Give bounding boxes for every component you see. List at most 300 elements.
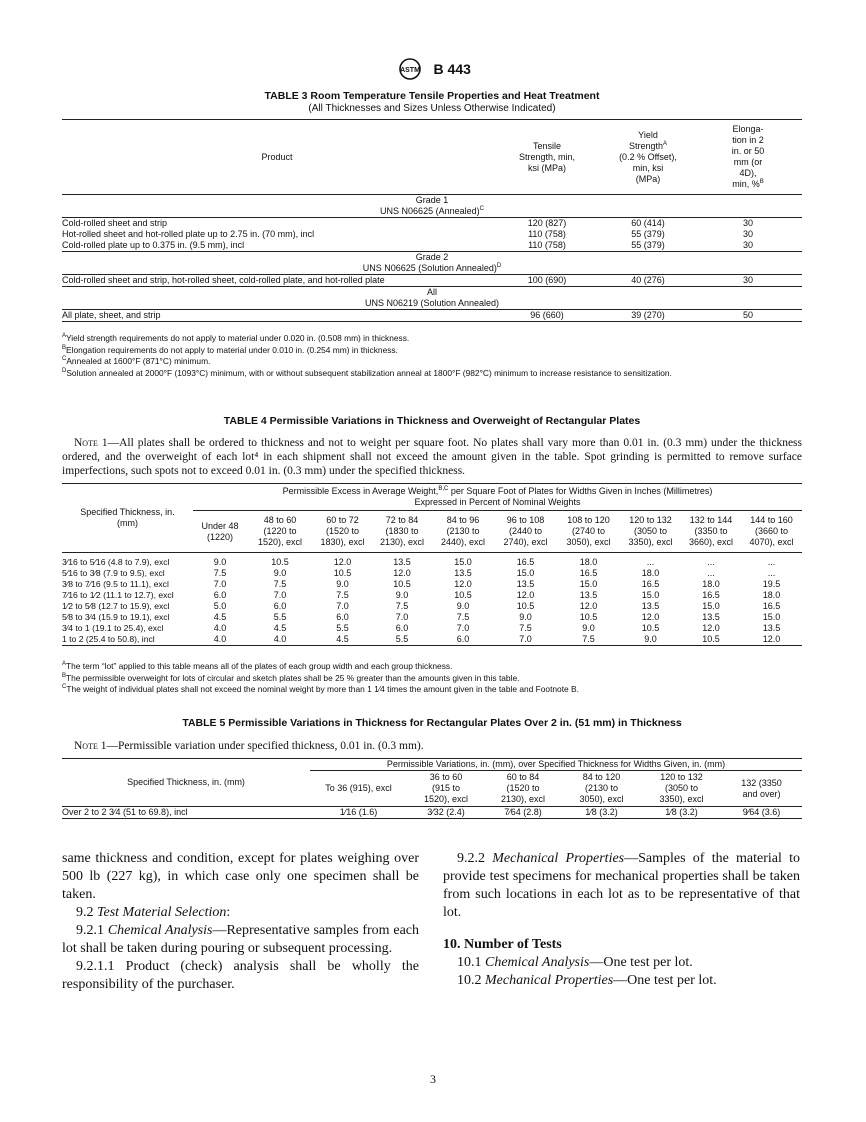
table5-caption: TABLE 5 Permissible Variations in Thickness for Rectangular Plates Over 2 in. (51 mm) in Thickness (182, 717, 682, 729)
table4 (62, 483, 802, 646)
t5-width-header-line: (915 to (431, 783, 461, 793)
t4-footnote-text: The weight of individual plates shall not exceed the nominal weight by more than 1 1⁄4 times the amount given in the table and Footnote B. (66, 684, 579, 694)
section-10-heading: 10. Number of Tests (443, 937, 562, 952)
t3-data-row (62, 240, 802, 252)
t3-product: All plate, sheet, and strip (62, 310, 161, 320)
right-para-1-text: —Samples of the material to provide test specimens for mechanical properties shall be taken from such locations in each lot as to be representative of that lot. (443, 851, 801, 920)
t5-value: 7⁄64 (2.8) (504, 807, 542, 817)
t3-tensile-value: 120 (827) (527, 218, 567, 228)
t3-footnote-sup: B (62, 344, 67, 351)
left-para-4: 9.2.1.1 Product (check) analysis shall be wholly the responsibility of the purchaser. (62, 959, 419, 992)
t5-width-header-line: and over) (742, 788, 781, 799)
right-para-3-title: Mechanical Properties (485, 973, 614, 988)
t5-width-header (485, 771, 561, 807)
t3-uns-row (62, 298, 802, 310)
t4-width-header-line: (1220) (206, 531, 233, 542)
t4-value: 4.0 (213, 622, 227, 633)
t4-width-header (494, 511, 557, 553)
t4-data-row (62, 553, 802, 568)
t4-width-header-line: (2440 to (508, 526, 543, 536)
t4-value: 18.0 (702, 578, 720, 589)
t4-span-header-2: per Square Foot of Plates for Widths Given in Inches (Millimetres) (448, 486, 713, 496)
t4-width-header (681, 511, 741, 553)
t3-uns-text: UNS N06625 (Annealed) (380, 206, 480, 216)
t4-width-header-line: Under 48 (201, 520, 239, 531)
t4-value: 7.5 (336, 589, 349, 600)
left-para-2 (62, 904, 419, 922)
t4-value: 6.0 (336, 611, 349, 622)
t3-grade-label: Grade 2 (415, 252, 449, 262)
t3-tensile-value: 110 (758) (528, 229, 566, 239)
t3-uns-sup: D (496, 263, 502, 269)
t4-value: 7.5 (519, 622, 532, 633)
t4-width-header-line: (2130 to (446, 526, 480, 536)
t4-value: 15.0 (702, 600, 720, 611)
t3-yield-line: (MPa) (635, 173, 661, 184)
t5-value: 1⁄16 (1.6) (339, 807, 378, 817)
t4-footnote (62, 673, 802, 685)
t4-span-header-3: Expressed in Percent of Nominal Weights (414, 497, 581, 507)
t3-tensile-line: ksi (MPa) (528, 162, 566, 173)
t4-width-header-line: 1830), excl (320, 537, 365, 547)
t4-data-row (62, 601, 802, 612)
t4-span-header-sup: B,C (438, 486, 449, 492)
t4-value: 10.5 (579, 611, 598, 622)
t3-product: Cold-rolled sheet and strip (62, 218, 168, 228)
t4-value: 9.0 (273, 567, 287, 578)
t4-value: 7.5 (456, 611, 470, 622)
t3-footnote-text: Solution annealed at 2000°F (1093°C) minimum, with or without subsequent stabilization anneal at 1800°F (982°C) minimum to increase resistance to sensitization. (66, 367, 672, 378)
t4-value: 16.5 (762, 600, 781, 611)
t4-width-header-line: (1830 to (385, 526, 419, 536)
t4-value: 7.5 (213, 567, 227, 578)
t3-tensile-value: 96 (660) (530, 310, 564, 320)
t3-uns-text: UNS N06219 (Solution Annealed) (364, 298, 500, 308)
t4-width-header-line: 72 to 84 (385, 515, 419, 525)
t5-width-header-line: To 36 (915), excl (325, 783, 392, 793)
t3-elong-value: 30 (742, 240, 753, 250)
left-para-3-text: —Representative samples from each lot shall be taken during pouring or subsequent processing. (62, 923, 420, 956)
t4-value: 10.5 (271, 556, 289, 567)
t5-width-header-line: 60 to 84 (506, 772, 540, 782)
t4-thickness: 7⁄16 to 1⁄2 (11.1 to 12.7), excl (62, 589, 174, 600)
left-para-2-num: 9.2 (76, 905, 97, 920)
table5-note-label: Note 1 (74, 740, 107, 752)
t3-header-elongation (694, 120, 802, 195)
t3-grade-row (62, 252, 802, 264)
t4-value: 15.0 (516, 567, 535, 578)
t4-value: 16.5 (641, 578, 660, 589)
t4-data-row (62, 612, 802, 623)
t3-tensile-value: 100 (690) (527, 275, 567, 285)
t3-yield-value: 40 (276) (631, 275, 665, 285)
t3-footnote-sup: A (62, 333, 67, 340)
t5-width-header-line: 2130), excl (500, 794, 546, 804)
t4-value: 6.0 (213, 589, 227, 600)
astm-logo-icon (395, 58, 425, 80)
t4-value: 7.5 (395, 600, 409, 611)
t4-width-header (741, 511, 802, 553)
t4-span-header (193, 484, 802, 511)
t4-thickness: 3⁄4 to 1 (19.1 to 25.4), excl (62, 622, 164, 633)
t4-width-header-line: (2740 to (571, 526, 606, 536)
t5-data-row (62, 807, 802, 819)
t5-width-header-line: 120 to 132 (660, 772, 703, 782)
t4-thickness: 1⁄2 to 5⁄8 (12.7 to 15.9), excl (62, 600, 170, 611)
t4-width-header-line: 1520), excl (257, 537, 303, 547)
t4-thickness: 1 to 2 (25.4 to 50.8), incl (62, 633, 155, 644)
t4-width-header (313, 511, 372, 553)
t4-value: ... (707, 567, 715, 578)
table4-note-label: Note 1 (74, 437, 108, 449)
t3-data-row (62, 218, 802, 230)
t4-value: 4.0 (213, 633, 227, 644)
t4-width-header (620, 511, 681, 553)
t4-data-row (62, 568, 802, 579)
t4-thickness: 3⁄16 to 5⁄16 (4.8 to 7.9), excl (62, 556, 170, 567)
t4-value: 7.0 (519, 633, 532, 644)
t3-uns-label (62, 263, 802, 275)
t4-width-header-line: (1520 to (325, 526, 360, 536)
t4-value: 10.5 (454, 589, 472, 600)
t3-yield-sup: A (663, 140, 668, 147)
t4-span-header-1: Permissible Excess in Average Weight, (282, 486, 439, 496)
t4-value: 9.0 (644, 633, 657, 644)
t4-value: 15.0 (454, 556, 472, 567)
t4-value: 13.5 (641, 600, 660, 611)
t4-value: 18.0 (762, 589, 781, 600)
t3-footnote-sup: D (62, 367, 67, 374)
t4-footnote (62, 661, 802, 673)
t3-elong-line: tion in 2 (732, 135, 764, 145)
t4-value: 10.5 (702, 633, 720, 644)
right-para-2-text: —One test per lot. (589, 955, 693, 970)
t3-elong-value: 30 (742, 218, 753, 228)
right-para-2-title: Chemical Analysis (485, 955, 590, 970)
t3-uns-sup: C (479, 206, 484, 212)
t3-footnote (62, 356, 802, 368)
left-para-2-colon: : (226, 905, 231, 920)
table5-note-text: —Permissible variation under specified thickness, 0.01 in. (0.3 mm). (106, 740, 424, 752)
t4-value: 7.0 (456, 622, 470, 633)
t5-value: 1⁄8 (3.2) (665, 807, 698, 817)
t4-value: 4.5 (213, 611, 227, 622)
t4-width-header (557, 511, 620, 553)
t3-elong-value: 50 (742, 310, 753, 320)
t4-value: 12.0 (762, 633, 781, 644)
t4-width-header (372, 511, 432, 553)
t4-value: 18.0 (579, 556, 598, 567)
t3-grade-label: All (426, 287, 437, 297)
t4-value: 15.0 (762, 611, 781, 622)
t4-value: 7.0 (336, 600, 349, 611)
t4-thickness: 5⁄8 to 3⁄4 (15.9 to 19.1), excl (62, 611, 170, 622)
table5-note (62, 739, 802, 753)
t5-thickness: Over 2 to 2 3⁄4 (51 to 69.8), incl (62, 807, 188, 817)
right-para-3 (443, 972, 800, 990)
t4-footnote (62, 684, 802, 696)
t3-yield-line: Yield (638, 129, 658, 140)
t5-width-header-line: (2130 to (584, 783, 619, 793)
t4-value: ... (767, 567, 776, 578)
page-number: 3 (430, 1072, 436, 1086)
t4-data-row (62, 623, 802, 634)
t3-data-row (62, 310, 802, 322)
left-column (62, 850, 419, 994)
right-para-2-num: 10.1 (457, 955, 485, 970)
t3-grade-label: Grade 1 (415, 195, 449, 205)
t4-width-header-line: 3660), excl (688, 537, 734, 547)
t4-thickness-header-line: Specified Thickness, in. (80, 507, 175, 517)
table5 (62, 758, 802, 819)
t3-elong-value: 30 (742, 275, 753, 285)
table4-note-text: —All plates shall be ordered to thickness and not to weight per square foot. No plates shall vary more than 0.01 in. (0.3 mm) under the thickness ordered, and the overweight of each lot⁴ in each shipment shall not exceed the amount given in the table. Spot grinding is permitted to remove surface imperfections, such spots not to exceed 0.01 in. (0.3 mm) under the specified thickness. (62, 437, 802, 477)
t4-width-header-line: (3660 to (754, 526, 789, 536)
left-para-3 (62, 922, 419, 958)
right-column (443, 850, 800, 990)
t4-width-header-line: (3350 to (694, 526, 728, 536)
t4-value: 13.5 (393, 556, 411, 567)
t5-width-header-line: 1520), excl (423, 794, 469, 804)
right-para-2 (443, 954, 800, 972)
document-id: B 443 (433, 61, 471, 77)
t4-width-header-line: (1220 to (263, 526, 297, 536)
t3-data-row (62, 275, 802, 287)
t4-value: 10.5 (393, 578, 411, 589)
t4-value: 13.5 (454, 567, 472, 578)
t4-value: 15.0 (641, 589, 660, 600)
t3-yield-value: 60 (414) (631, 218, 665, 228)
t4-data-row (62, 579, 802, 590)
t4-value: 4.5 (336, 633, 349, 644)
t4-width-header-line: 48 to 60 (263, 515, 297, 525)
t4-width-header-line: 4070), excl (749, 537, 794, 547)
t4-thickness: 3⁄8 to 7⁄16 (9.5 to 11.1), excl (62, 578, 169, 589)
right-para-3-text: —One test per lot. (613, 973, 717, 988)
t4-width-header-line: 2440), excl (440, 537, 486, 547)
t4-value: 7.0 (213, 578, 227, 589)
t3-header-tensile (492, 120, 602, 195)
t3-grade-row (62, 287, 802, 299)
t4-value: 7.0 (395, 611, 409, 622)
t4-width-header-line: 96 to 108 (506, 515, 545, 525)
t3-elong-line: min, % (732, 179, 760, 189)
t5-width-header-line: 36 to 60 (429, 772, 463, 782)
t5-width-header-line: (3050 to (664, 783, 699, 793)
t3-footnote (62, 368, 802, 380)
t3-tensile-line: Tensile (532, 140, 561, 151)
t4-value: 9.0 (213, 556, 227, 567)
t4-value: 5.5 (336, 622, 349, 633)
t3-yield-value: 55 (379) (631, 229, 665, 239)
t4-footnote-text: The term “lot” applied to this table means all of the plates of each group width and each group thickness. (66, 661, 453, 671)
table4-caption: TABLE 4 Permissible Variations in Thickness and Overweight of Rectangular Plates (223, 415, 641, 427)
right-para-1 (443, 850, 800, 922)
t4-thickness: 5⁄16 to 3⁄8 (7.9 to 9.5), excl (62, 567, 165, 578)
t4-value: 16.5 (702, 589, 720, 600)
t3-uns-row (62, 206, 802, 218)
t4-footnote-text: The permissible overweight for lots of circular and sketch plates shall be 25 % greater than the amounts given in this table. (66, 672, 520, 683)
t4-width-header-line: 144 to 160 (750, 515, 793, 525)
t4-value: 9.0 (582, 622, 595, 633)
t4-value: 10.5 (333, 567, 352, 578)
t3-elong-value: 30 (742, 229, 753, 239)
t4-value: 7.5 (582, 633, 595, 644)
right-para-3-num: 10.2 (457, 973, 485, 988)
t5-width-header-line: 3050), excl (579, 794, 624, 804)
t4-value: 9.0 (456, 600, 470, 611)
t4-value: 19.5 (762, 578, 781, 589)
t3-yield-line: min, ksi (632, 162, 664, 173)
t4-value: 9.0 (336, 578, 349, 589)
t4-width-header-line: 120 to 132 (629, 515, 672, 525)
t4-value: 18.0 (641, 567, 660, 578)
t3-product: Cold-rolled sheet and strip, hot-rolled sheet, cold-rolled plate, and hot-rolled plate (62, 275, 385, 285)
left-para-3-title: Chemical Analysis (107, 923, 213, 938)
left-para-3-num: 9.2.1 (76, 923, 108, 938)
t3-yield-value: 55 (379) (631, 240, 665, 250)
t4-value: 12.0 (516, 589, 535, 600)
t4-width-header (432, 511, 494, 553)
t3-yield-line: Strength (628, 140, 663, 151)
t4-width-header-line: 3050), excl (566, 537, 611, 547)
t3-footnote (62, 345, 802, 357)
t4-value: 13.5 (579, 589, 598, 600)
t4-value: 13.5 (762, 622, 781, 633)
t4-value: 7.5 (273, 578, 287, 589)
right-para-1-num: 9.2.2 (457, 851, 493, 866)
t4-width-header-line: (3050 to (633, 526, 668, 536)
t3-elong-sup: B (759, 179, 764, 185)
t3-footnote (62, 333, 802, 345)
t4-value: 6.0 (273, 600, 287, 611)
t4-value: 4.0 (273, 633, 287, 644)
t4-width-header (193, 511, 247, 553)
t3-elong-line: mm (or (733, 157, 763, 167)
t3-footnote-sup: C (62, 356, 67, 363)
t3-footnote-text: Yield strength requirements do not apply to material under 0.020 in. (0.508 mm) in thickness. (66, 333, 410, 343)
t5-width-header (721, 771, 802, 807)
table4-note (62, 436, 802, 478)
t4-value: 7.0 (273, 589, 287, 600)
left-para-1: same thickness and condition, except for plates weighing over 500 lb (227 kg), in which case only one specimen shall be taken. (62, 851, 419, 902)
t3-header-yield (602, 120, 694, 195)
t3-tensile-line: Strength, min, (518, 151, 576, 162)
t3-product: Cold-rolled plate up to 0.375 in. (9.5 mm), incl (62, 240, 245, 250)
t4-thickness-header-line: (mm) (117, 518, 138, 528)
t5-value: 9⁄64 (3.6) (742, 807, 781, 817)
t3-yield-value: 39 (270) (631, 310, 665, 320)
t4-value: 16.5 (579, 567, 598, 578)
t3-uns-row (62, 263, 802, 275)
t4-value: 15.0 (579, 578, 598, 589)
t4-value: 9.0 (395, 589, 409, 600)
t4-value: 5.0 (213, 600, 227, 611)
t4-value: 5.5 (395, 633, 409, 644)
t4-data-row (62, 634, 802, 646)
t5-width-header (642, 771, 721, 807)
t5-width-header-line: 84 to 120 (582, 772, 621, 782)
t3-tensile-value: 110 (758) (528, 240, 566, 250)
t4-width-header-line: 60 to 72 (326, 515, 359, 525)
t4-width-header (247, 511, 313, 553)
t3-grade-row (62, 195, 802, 207)
t4-value: 10.5 (516, 600, 535, 611)
t3-elong-line: Elonga- (732, 124, 764, 134)
t4-width-header-line: 84 to 96 (446, 515, 480, 525)
t3-uns-text: UNS N06625 (Solution Annealed) (362, 263, 497, 273)
t4-value: 12.0 (702, 622, 720, 633)
right-para-1-title: Mechanical Properties (492, 851, 625, 866)
t5-width-header (407, 771, 485, 807)
t4-value: ... (767, 556, 776, 567)
table3 (62, 119, 802, 322)
t5-width-header-line: (1520 to (506, 783, 540, 793)
t3-footnote-text: Elongation requirements do not apply to material under 0.010 in. (0.254 mm) in thickness. (66, 344, 398, 355)
t4-value: 6.0 (456, 633, 470, 644)
table3-subcaption: (All Thicknesses and Sizes Unless Otherwise Indicated) (308, 103, 556, 114)
t3-yield-line: (0.2 % Offset), (619, 151, 677, 162)
t4-width-header-line: 2740), excl (503, 537, 548, 547)
t4-width-header-line: 108 to 120 (567, 515, 610, 525)
t4-width-header-line: 132 to 144 (689, 515, 733, 525)
t5-width-header (561, 771, 642, 807)
t4-footnote-sup: C (62, 684, 67, 691)
t5-span-header: Permissible Variations, in. (mm), over Specified Thickness for Widths Given, in. (mm) (310, 759, 802, 771)
t3-product: Hot-rolled sheet and hot-rolled plate up to 2.75 in. (70 mm), incl (62, 229, 315, 239)
t3-uns-label (62, 298, 802, 310)
t5-value: 1⁄8 (3.2) (585, 807, 618, 817)
t4-value: ... (646, 556, 655, 567)
t3-header-product: Product (261, 151, 293, 162)
t4-footnote-sup: A (62, 661, 67, 668)
t4-data-row (62, 590, 802, 601)
logo-text: ASTM (400, 67, 421, 74)
t4-value: 4.5 (273, 622, 287, 633)
table3-footnotes (62, 333, 802, 379)
t4-header-thickness (62, 484, 193, 553)
t4-value: 16.5 (516, 556, 535, 567)
t3-elong-line: 4D), (739, 168, 757, 178)
t5-width-header-line: 3350), excl (659, 794, 704, 804)
page-header (0, 58, 866, 80)
t4-width-header-line: 3350), excl (628, 537, 673, 547)
t4-value: 12.0 (641, 611, 660, 622)
t4-value: 9.0 (519, 611, 532, 622)
t4-value: 12.0 (579, 600, 598, 611)
table4-footnotes (62, 661, 802, 696)
t4-value: 10.5 (641, 622, 660, 633)
t5-value: 3⁄32 (2.4) (427, 807, 465, 817)
t5-header-thickness: Specified Thickness, in. (mm) (62, 759, 310, 807)
t4-value: 12.0 (333, 556, 352, 567)
table3-caption: TABLE 3 Room Temperature Tensile Properties and Heat Treatment (264, 90, 600, 102)
t3-elong-line: in. or 50 (731, 146, 765, 156)
t3-footnote-text: Annealed at 1600°F (871°C) minimum. (66, 356, 211, 366)
t5-width-header (310, 771, 407, 807)
t3-data-row (62, 229, 802, 240)
left-para-2-title: Test Material Selection (97, 905, 227, 920)
t4-value: 13.5 (702, 611, 720, 622)
t4-value: 12.0 (393, 567, 411, 578)
t4-footnote-sup: B (62, 672, 67, 679)
t4-value: 6.0 (395, 622, 409, 633)
t4-value: 13.5 (516, 578, 535, 589)
t5-width-header-line: 132 (3350 (741, 777, 782, 788)
t4-value: 5.5 (273, 611, 287, 622)
t3-uns-label (62, 206, 802, 218)
t4-value: ... (707, 556, 715, 567)
